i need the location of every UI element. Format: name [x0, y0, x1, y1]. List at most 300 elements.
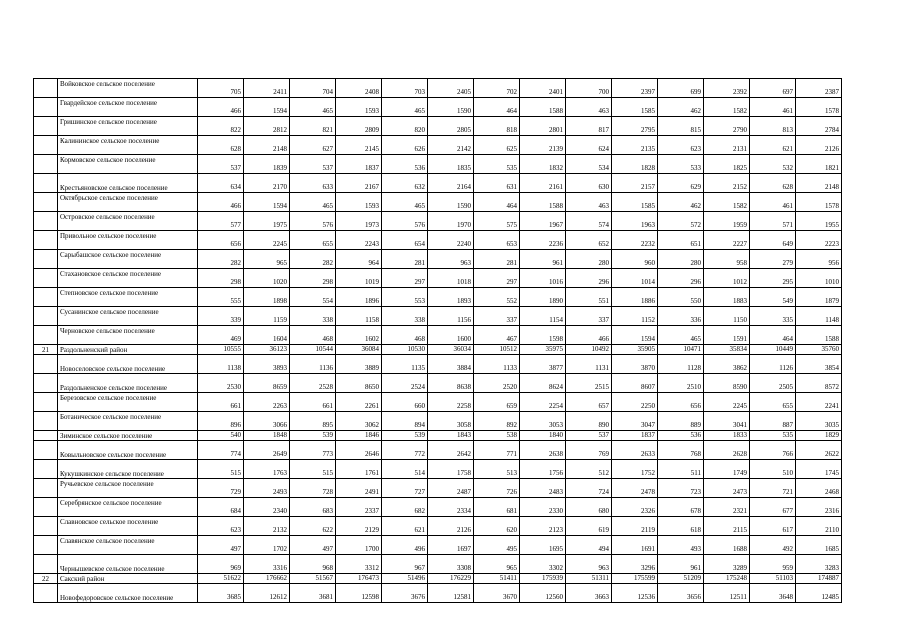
value-cell: 3663	[566, 584, 612, 603]
value-cell: 494	[566, 536, 612, 555]
row-index	[34, 250, 58, 269]
value-cell: 684	[198, 498, 244, 517]
value-cell: 1593	[336, 98, 382, 117]
table-row	[34, 584, 842, 603]
value-cell: 536	[658, 431, 704, 441]
settlement-name: Островское сельское поселение	[58, 212, 198, 231]
value-cell: 337	[566, 307, 612, 326]
value-cell: 466	[198, 98, 244, 117]
value-cell: 887	[750, 412, 796, 431]
value-cell: 8624	[520, 374, 566, 393]
value-cell: 630	[566, 174, 612, 193]
value-cell: 495	[474, 536, 520, 555]
value-cell: 623	[198, 517, 244, 536]
value-cell: 3035	[796, 412, 842, 431]
value-cell: 820	[382, 117, 428, 136]
value-cell: 575	[474, 212, 520, 231]
value-cell: 2245	[244, 231, 290, 250]
value-cell: 1138	[198, 355, 244, 374]
value-cell: 493	[658, 536, 704, 555]
value-cell: 336	[658, 307, 704, 326]
value-cell: 655	[290, 231, 336, 250]
value-cell: 2161	[520, 174, 566, 193]
value-cell: 625	[474, 136, 520, 155]
value-cell: 621	[750, 136, 796, 155]
value-cell: 628	[198, 136, 244, 155]
value-cell: 2487	[428, 479, 474, 498]
value-cell: 51411	[474, 574, 520, 584]
row-index	[34, 117, 58, 136]
value-cell: 2478	[612, 479, 658, 498]
value-cell: 2628	[704, 441, 750, 460]
value-cell: 2240	[428, 231, 474, 250]
settlement-name: Кукушкинское сельское поселение	[58, 460, 198, 479]
row-index	[34, 355, 58, 374]
value-cell: 2515	[566, 374, 612, 393]
value-cell: 3884	[428, 355, 474, 374]
value-cell: 2316	[796, 498, 842, 517]
value-cell: 771	[474, 441, 520, 460]
value-cell: 8607	[612, 374, 658, 393]
value-cell: 697	[750, 79, 796, 98]
value-cell: 620	[474, 517, 520, 536]
value-cell: 2397	[612, 79, 658, 98]
value-cell: 821	[290, 117, 336, 136]
value-cell: 626	[382, 136, 428, 155]
value-cell: 2131	[704, 136, 750, 155]
settlement-name: Привольное сельское поселение	[58, 231, 198, 250]
value-cell: 2524	[382, 374, 428, 393]
value-cell: 282	[290, 250, 336, 269]
value-cell: 297	[474, 269, 520, 288]
value-cell: 279	[750, 250, 796, 269]
value-cell: 1828	[612, 155, 658, 174]
row-index	[34, 269, 58, 288]
value-cell: 2405	[428, 79, 474, 98]
value-cell: 3066	[244, 412, 290, 431]
value-cell: 1136	[290, 355, 336, 374]
value-cell: 12581	[428, 584, 474, 603]
value-cell: 553	[382, 288, 428, 307]
value-cell: 511	[658, 460, 704, 479]
value-cell: 1594	[244, 98, 290, 117]
value-cell: 1126	[750, 355, 796, 374]
value-cell: 2263	[244, 393, 290, 412]
row-index	[34, 155, 58, 174]
value-cell: 1745	[796, 460, 842, 479]
settlement-name: Славянское сельское поселение	[58, 536, 198, 555]
value-cell: 280	[566, 250, 612, 269]
settlement-name: Серебрянское сельское поселение	[58, 498, 198, 517]
row-index	[34, 193, 58, 212]
row-index: 21	[34, 345, 58, 355]
value-cell: 959	[750, 555, 796, 574]
value-cell: 631	[474, 174, 520, 193]
value-cell: 12560	[520, 584, 566, 603]
value-cell: 651	[658, 231, 704, 250]
value-cell: 534	[566, 155, 612, 174]
value-cell: 12536	[612, 584, 658, 603]
value-cell: 2232	[612, 231, 658, 250]
value-cell: 659	[474, 393, 520, 412]
value-cell: 1883	[704, 288, 750, 307]
value-cell: 465	[290, 98, 336, 117]
value-cell: 2119	[612, 517, 658, 536]
value-cell: 555	[198, 288, 244, 307]
value-cell: 956	[796, 250, 842, 269]
value-cell: 1154	[520, 307, 566, 326]
value-cell: 656	[198, 231, 244, 250]
value-cell: 680	[566, 498, 612, 517]
value-cell: 2110	[796, 517, 842, 536]
value-cell: 1020	[244, 269, 290, 288]
table-row	[34, 212, 842, 231]
value-cell: 1967	[520, 212, 566, 231]
value-cell: 2340	[244, 498, 290, 517]
value-cell: 175599	[612, 574, 658, 584]
value-cell: 1898	[244, 288, 290, 307]
value-cell: 1761	[336, 460, 382, 479]
value-cell: 2392	[704, 79, 750, 98]
settlement-name: Ботаническое сельское поселение	[58, 412, 198, 431]
value-cell: 3308	[428, 555, 474, 574]
value-cell: 554	[290, 288, 336, 307]
value-cell: 51103	[750, 574, 796, 584]
value-cell: 2126	[796, 136, 842, 155]
value-cell: 3877	[520, 355, 566, 374]
value-cell: 961	[520, 250, 566, 269]
value-cell: 535	[750, 431, 796, 441]
value-cell: 2401	[520, 79, 566, 98]
value-cell: 176662	[244, 574, 290, 584]
table-row	[34, 193, 842, 212]
value-cell: 618	[658, 517, 704, 536]
value-cell: 813	[750, 117, 796, 136]
row-index	[34, 584, 58, 603]
value-cell: 3656	[658, 584, 704, 603]
value-cell: 896	[198, 412, 244, 431]
value-cell: 627	[290, 136, 336, 155]
value-cell: 513	[474, 460, 520, 479]
value-cell: 1588	[796, 326, 842, 345]
value-cell: 12511	[704, 584, 750, 603]
value-cell: 2167	[336, 174, 382, 193]
value-cell: 1846	[336, 431, 382, 441]
value-cell: 622	[290, 517, 336, 536]
row-index	[34, 441, 58, 460]
value-cell: 3685	[198, 584, 244, 603]
value-cell: 1955	[796, 212, 842, 231]
value-cell: 1159	[244, 307, 290, 326]
value-cell: 1019	[336, 269, 382, 288]
row-index	[34, 98, 58, 117]
settlement-name: Березовское сельское поселение	[58, 393, 198, 412]
settlement-name: Сарыбашское сельское поселение	[58, 250, 198, 269]
value-cell: 2330	[520, 498, 566, 517]
value-cell: 965	[244, 250, 290, 269]
value-cell: 35975	[520, 345, 566, 355]
settlement-name: Славновское сельское поселение	[58, 517, 198, 536]
settlement-name: Зиминское сельское поселение	[58, 431, 198, 441]
settlement-name: Сусанинское сельское поселение	[58, 307, 198, 326]
value-cell: 3296	[612, 555, 658, 574]
value-cell: 1598	[520, 326, 566, 345]
value-cell: 2491	[336, 479, 382, 498]
value-cell: 2809	[336, 117, 382, 136]
value-cell: 1839	[244, 155, 290, 174]
value-cell: 2795	[612, 117, 658, 136]
value-cell: 3289	[704, 555, 750, 574]
value-cell: 1158	[336, 307, 382, 326]
table-row	[34, 98, 842, 117]
value-cell: 10544	[290, 345, 336, 355]
row-index	[34, 393, 58, 412]
row-index	[34, 374, 58, 393]
table-row	[34, 269, 842, 288]
value-cell: 36123	[244, 345, 290, 355]
value-cell: 729	[198, 479, 244, 498]
value-cell: 1590	[428, 193, 474, 212]
value-cell: 721	[750, 479, 796, 498]
value-cell: 51622	[198, 574, 244, 584]
value-cell: 35834	[704, 345, 750, 355]
value-cell: 2115	[704, 517, 750, 536]
value-cell: 515	[198, 460, 244, 479]
value-cell: 2321	[704, 498, 750, 517]
table-row	[34, 460, 842, 479]
value-cell: 1702	[244, 536, 290, 555]
table-row	[34, 412, 842, 431]
value-cell: 1975	[244, 212, 290, 231]
row-index	[34, 307, 58, 326]
value-cell: 2520	[474, 374, 520, 393]
value-cell: 468	[382, 326, 428, 345]
value-cell: 1594	[612, 326, 658, 345]
value-cell: 1970	[428, 212, 474, 231]
value-cell: 1588	[520, 193, 566, 212]
value-cell: 537	[566, 431, 612, 441]
value-cell: 2135	[612, 136, 658, 155]
row-index	[34, 136, 58, 155]
settlement-name: Гвардейское сельское поселение	[58, 98, 198, 117]
value-cell: 339	[198, 307, 244, 326]
value-cell: 704	[290, 79, 336, 98]
value-cell: 338	[382, 307, 428, 326]
value-cell: 1014	[612, 269, 658, 288]
table-row	[34, 555, 842, 574]
row-index	[34, 498, 58, 517]
value-cell: 960	[612, 250, 658, 269]
value-cell: 3312	[336, 555, 382, 574]
value-cell: 35760	[796, 345, 842, 355]
value-cell: 2241	[796, 393, 842, 412]
table-row	[34, 79, 842, 98]
value-cell: 461	[750, 98, 796, 117]
value-cell: 1578	[796, 98, 842, 117]
value-cell: 1594	[244, 193, 290, 212]
value-cell: 2227	[704, 231, 750, 250]
value-cell: 2132	[244, 517, 290, 536]
value-cell: 2642	[428, 441, 474, 460]
value-cell: 539	[382, 431, 428, 441]
value-cell: 1697	[428, 536, 474, 555]
value-cell: 297	[382, 269, 428, 288]
value-cell: 497	[290, 536, 336, 555]
value-cell: 295	[750, 269, 796, 288]
value-cell: 469	[198, 326, 244, 345]
value-cell: 890	[566, 412, 612, 431]
value-cell: 2164	[428, 174, 474, 193]
value-cell: 1829	[796, 431, 842, 441]
row-index	[34, 555, 58, 574]
value-cell: 2145	[336, 136, 382, 155]
value-cell: 1832	[520, 155, 566, 174]
table-row	[34, 441, 842, 460]
value-cell: 2790	[704, 117, 750, 136]
value-cell: 1758	[428, 460, 474, 479]
table-row	[34, 517, 842, 536]
value-cell: 3862	[704, 355, 750, 374]
value-cell: 1840	[520, 431, 566, 441]
value-cell: 654	[382, 231, 428, 250]
value-cell: 619	[566, 517, 612, 536]
value-cell: 3681	[290, 584, 336, 603]
value-cell: 657	[566, 393, 612, 412]
value-cell: 961	[658, 555, 704, 574]
value-cell: 728	[290, 479, 336, 498]
row-index	[34, 174, 58, 193]
row-index: 22	[34, 574, 58, 584]
settlement-name: Сакский район	[58, 574, 198, 584]
value-cell: 535	[474, 155, 520, 174]
value-cell: 681	[474, 498, 520, 517]
value-cell: 1582	[704, 193, 750, 212]
value-cell: 572	[658, 212, 704, 231]
value-cell: 2411	[244, 79, 290, 98]
value-cell: 1593	[336, 193, 382, 212]
value-cell: 2633	[612, 441, 658, 460]
value-cell: 574	[566, 212, 612, 231]
value-cell: 773	[290, 441, 336, 460]
value-cell: 1018	[428, 269, 474, 288]
row-index	[34, 326, 58, 345]
table-row	[34, 136, 842, 155]
value-cell: 2254	[520, 393, 566, 412]
value-cell: 682	[382, 498, 428, 517]
value-cell: 815	[658, 117, 704, 136]
value-cell: 629	[658, 174, 704, 193]
value-cell: 1688	[704, 536, 750, 555]
value-cell: 703	[382, 79, 428, 98]
value-cell: 774	[198, 441, 244, 460]
value-cell: 661	[198, 393, 244, 412]
value-cell: 700	[566, 79, 612, 98]
table-row	[34, 345, 842, 355]
value-cell: 3053	[520, 412, 566, 431]
table-row	[34, 326, 842, 345]
value-cell: 634	[198, 174, 244, 193]
value-cell: 677	[750, 498, 796, 517]
value-cell: 1585	[612, 193, 658, 212]
table-row	[34, 307, 842, 326]
row-index	[34, 79, 58, 98]
value-cell: 1752	[612, 460, 658, 479]
value-cell: 51209	[658, 574, 704, 584]
value-cell: 1963	[612, 212, 658, 231]
value-cell: 2505	[750, 374, 796, 393]
value-cell: 1825	[704, 155, 750, 174]
value-cell: 462	[658, 193, 704, 212]
value-cell: 705	[198, 79, 244, 98]
value-cell: 10555	[198, 345, 244, 355]
value-cell: 2468	[796, 479, 842, 498]
value-cell: 51496	[382, 574, 428, 584]
value-cell: 12598	[336, 584, 382, 603]
value-cell: 514	[382, 460, 428, 479]
row-index	[34, 517, 58, 536]
value-cell: 282	[198, 250, 244, 269]
settlement-name: Новофедоровское сельское поселение	[58, 584, 198, 603]
value-cell: 1685	[796, 536, 842, 555]
value-cell: 539	[290, 431, 336, 441]
value-cell: 633	[290, 174, 336, 193]
value-cell: 3062	[336, 412, 382, 431]
value-cell: 624	[566, 136, 612, 155]
value-cell: 51567	[290, 574, 336, 584]
value-cell: 822	[198, 117, 244, 136]
value-cell: 515	[290, 460, 336, 479]
table-row	[34, 574, 842, 584]
value-cell: 621	[382, 517, 428, 536]
value-cell: 817	[566, 117, 612, 136]
value-cell: 537	[290, 155, 336, 174]
value-cell: 3676	[382, 584, 428, 603]
value-cell: 894	[382, 412, 428, 431]
value-cell: 3854	[796, 355, 842, 374]
value-cell: 967	[382, 555, 428, 574]
table-row	[34, 117, 842, 136]
value-cell: 2528	[290, 374, 336, 393]
value-cell: 10449	[750, 345, 796, 355]
value-cell: 465	[382, 98, 428, 117]
value-cell: 2622	[796, 441, 842, 460]
value-cell: 661	[290, 393, 336, 412]
value-cell: 1691	[612, 536, 658, 555]
value-cell: 1128	[658, 355, 704, 374]
value-cell: 463	[566, 193, 612, 212]
value-cell: 892	[474, 412, 520, 431]
value-cell: 623	[658, 136, 704, 155]
value-cell: 769	[566, 441, 612, 460]
value-cell: 2148	[796, 174, 842, 193]
table-row	[34, 393, 842, 412]
value-cell: 1695	[520, 536, 566, 555]
settlement-name: Ручьевское сельское поселение	[58, 479, 198, 498]
value-cell: 298	[290, 269, 336, 288]
value-cell: 461	[750, 193, 796, 212]
value-cell: 656	[658, 393, 704, 412]
value-cell: 1152	[612, 307, 658, 326]
value-cell: 2812	[244, 117, 290, 136]
settlement-name: Гришинское сельское поселение	[58, 117, 198, 136]
value-cell: 465	[658, 326, 704, 345]
value-cell: 2649	[244, 441, 290, 460]
value-cell: 649	[750, 231, 796, 250]
value-cell: 3889	[336, 355, 382, 374]
value-cell: 963	[428, 250, 474, 269]
value-cell: 2334	[428, 498, 474, 517]
value-cell: 968	[290, 555, 336, 574]
